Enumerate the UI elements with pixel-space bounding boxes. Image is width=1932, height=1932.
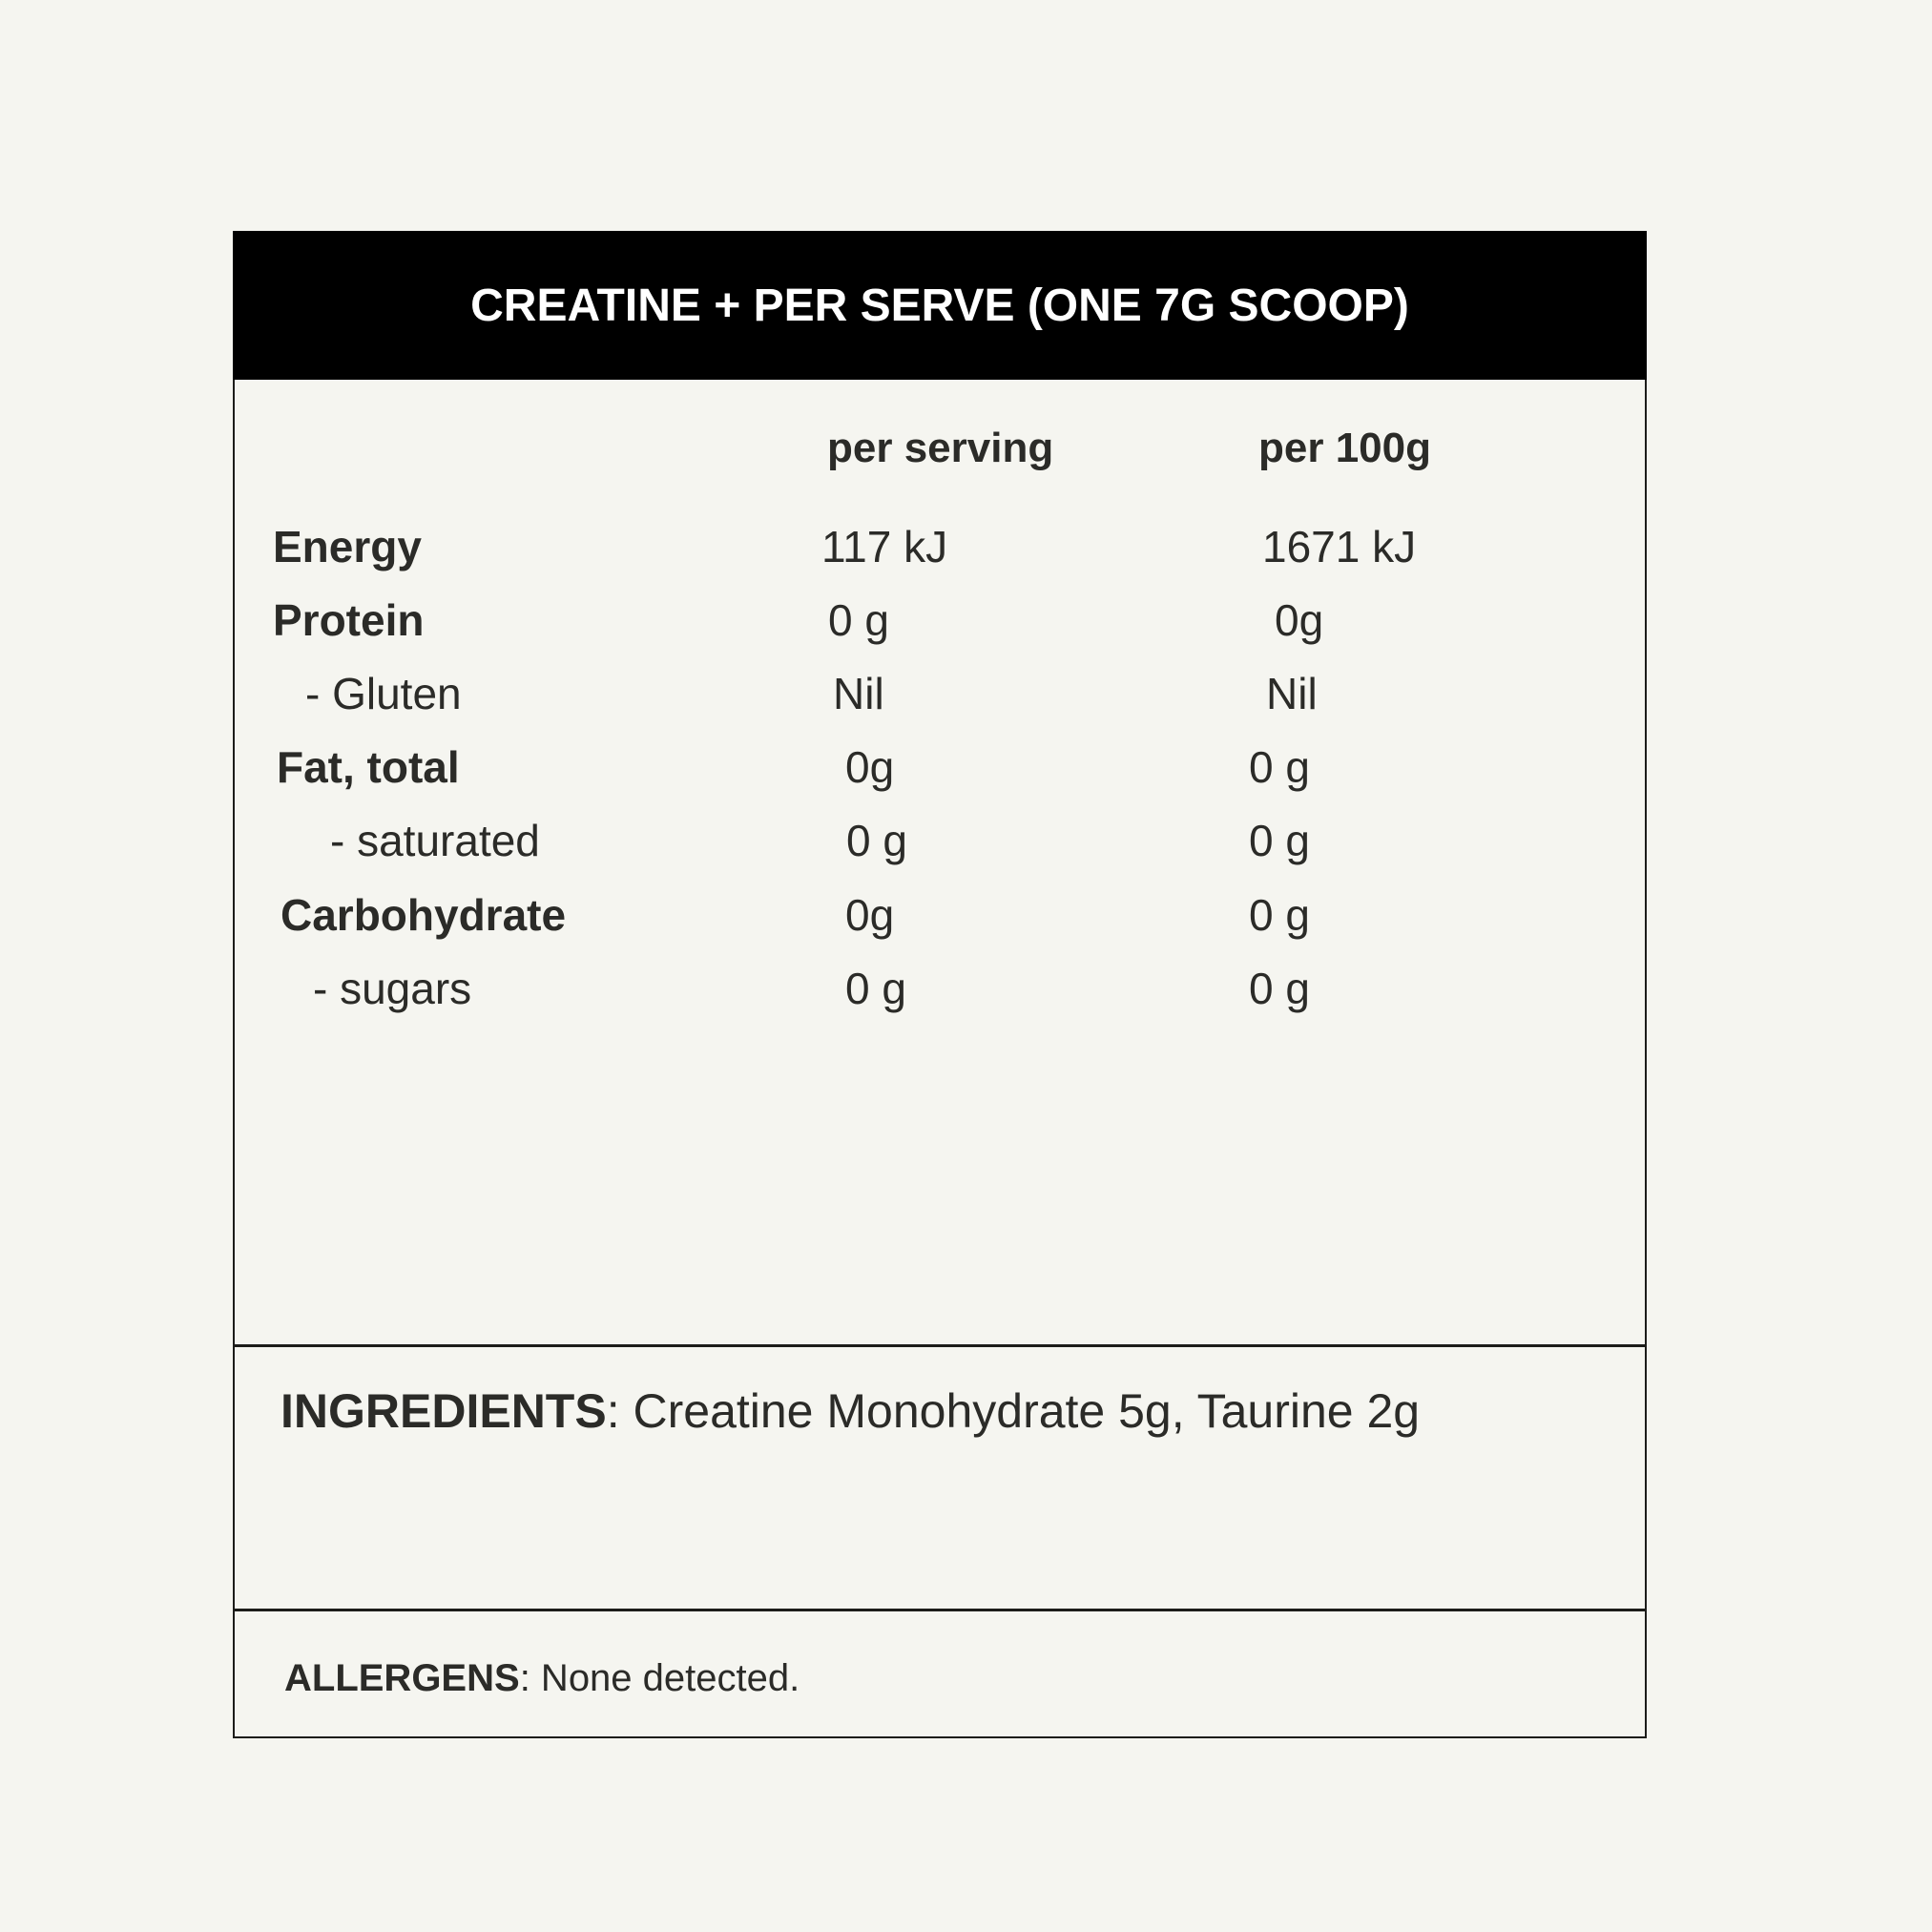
nutrient-row-protein [235, 592, 1645, 649]
nutrient-row-carbohydrate [235, 886, 1645, 944]
ingredients-text: Creatine Monohydrate 5g, Taurine 2g [619, 1384, 1421, 1438]
nutrient-per-serving: 117 kJ [821, 522, 948, 571]
panel-title: CREATINE + PER SERVE (ONE 7G SCOOP) [470, 280, 1409, 331]
nutrient-per-100g: Nil [1266, 669, 1318, 718]
panel-header [233, 231, 1647, 380]
column-header-per-100g: per 100g [1258, 425, 1431, 471]
nutrient-name: Carbohydrate [280, 890, 567, 940]
nutrition-panel [233, 231, 1647, 1738]
allergens-separator: : [519, 1657, 530, 1699]
ingredients-separator: : [606, 1384, 620, 1438]
ingredients-line [280, 1382, 1420, 1440]
nutrient-per-serving: 0g [845, 742, 895, 792]
nutrient-per-serving: 0g [845, 890, 895, 940]
divider-ingredients [235, 1344, 1645, 1347]
nutrient-per-100g: 0 g [1249, 964, 1310, 1013]
allergens-text: None detected. [530, 1657, 800, 1699]
nutrient-per-100g: 1671 kJ [1262, 522, 1417, 571]
divider-allergens [235, 1609, 1645, 1611]
nutrient-name: - saturated [330, 816, 540, 865]
nutrient-per-serving: Nil [833, 669, 884, 718]
nutrient-name: - sugars [313, 964, 472, 1013]
allergens-line [284, 1655, 800, 1701]
nutrient-row-fat-total [235, 738, 1645, 796]
nutrient-name: Protein [273, 595, 425, 645]
nutrient-name: Fat, total [277, 742, 460, 792]
nutrient-row-sugars [235, 960, 1645, 1017]
ingredients-label: INGREDIENTS [280, 1384, 607, 1438]
nutrient-per-100g: 0g [1275, 595, 1324, 645]
nutrient-per-100g: 0 g [1249, 890, 1310, 940]
nutrient-per-serving: 0 g [845, 964, 906, 1013]
nutrient-row-gluten [235, 665, 1645, 722]
allergens-label: ALLERGENS [284, 1657, 520, 1699]
nutrient-row-energy [235, 518, 1645, 575]
nutrient-per-serving: 0 g [846, 816, 907, 865]
nutrient-name: - Gluten [305, 669, 462, 718]
column-header-per-serving: per serving [827, 425, 1054, 471]
nutrient-row-saturated [235, 812, 1645, 869]
nutrient-per-100g: 0 g [1249, 742, 1310, 792]
nutrient-per-serving: 0 g [828, 595, 889, 645]
nutrient-per-100g: 0 g [1249, 816, 1310, 865]
nutrient-name: Energy [273, 522, 422, 571]
